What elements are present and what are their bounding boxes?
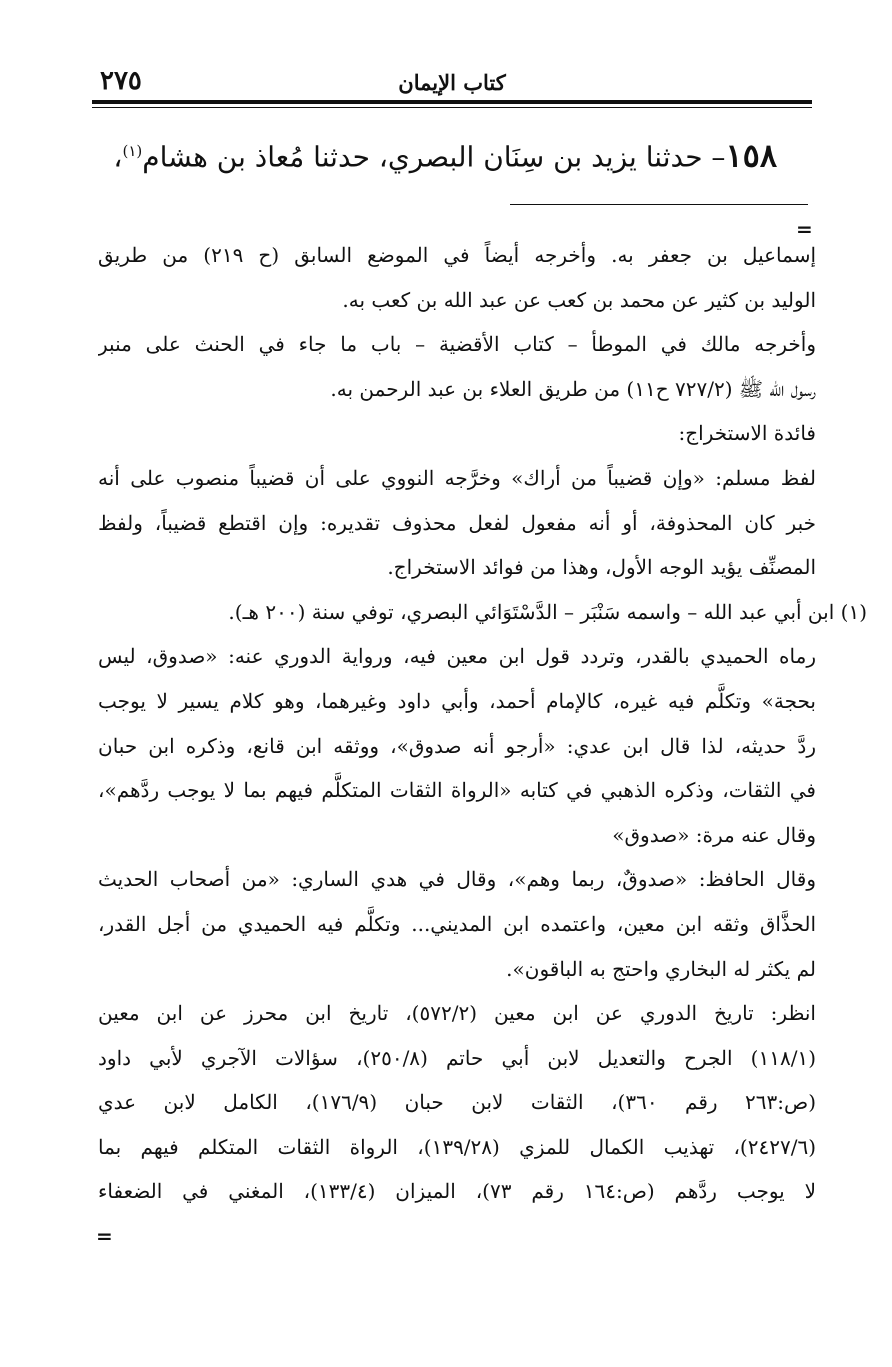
footnote-line: وأخرجه مالك في الموطأ – كتاب الأقضية – باب ما جاء في الحنث على منبر [98,332,816,357]
header-rule-thick [92,100,812,104]
footnote-line: (٢٤٢٧/٦)، تهذيب الكمال للمزي (١٣٩/٢٨)، الرواة الثقات المتكلم فيهم بما [98,1134,816,1159]
footnote-line: لم يكثر له البخاري واحتج به الباقون». [506,956,816,981]
hadith-number: ١٥٨ [725,136,777,175]
page-header [92,62,812,102]
footnote-line: رسول الله ﷺ (٧٢٧/٢ ح١١) من طريق العلاء بن عبد الرحمن به. [330,376,816,401]
footnote-line: (١١٨/١) الجرح والتعديل لابن أبي حاتم (٢٥٠/٨)، سؤالات الآجري لأبي داود [98,1045,816,1070]
footnote-line: انظر: تاريخ الدوري عن ابن معين (٥٧٢/٢)، تاريخ ابن محرز عن ابن معين [98,1001,816,1026]
hadith-text: – حدثنا يزيد بن سِنَان البصري، حدثنا مُعاذ بن هشام [142,140,726,174]
continuation-mark-bottom: = [96,1224,113,1248]
footnote-line: الحذَّاق وثقه ابن معين، واعتمده ابن المديني... وتكلَّم فيه الحميدي من أجل القدر، [98,911,816,936]
footnote-line-start: (١) ابن أبي عبد الله – واسمه سَنْبَر – الدَّسْتَوَائي البصري، توفي سنة (٢٠٠ هـ). [228,599,867,624]
running-title: كتاب الإيمان [398,70,506,95]
footnote-line: في الثقات، وذكره الذهبي في كتابه «الرواة الثقات المتكلَّم فيهم بما لا يوجب ردَّهم»، [98,778,816,803]
footnote-line: رماه الحميدي بالقدر، وتردد قول ابن معين فيه، ورواية الدوري عنه: «صدوق، ليس [98,644,816,669]
continuation-mark-top: = [796,217,813,241]
footnote-line: إسماعيل بن جعفر به. وأخرجه أيضاً في الموضع السابق (ح ٢١٩) من طريق [98,243,816,267]
footnote-line: وقال عنه مرة: «صدوق» [612,822,816,847]
footnote-line: فائدة الاستخراج: [678,421,816,446]
footnote-line: بحجة» وتكلَّم فيه غيره، كالإمام أحمد، وأبي داود وغيرهما، وهو كلام يسير لا يوجب [98,688,816,713]
footnote-separator [510,204,808,205]
hadith-trailing-mark: ، [113,140,123,174]
footnote-line: (ص:٢٦٣ رقم ٣٦٠)، الثقات لابن حبان (١٧٦/٩)، الكامل لابن عدي [98,1090,816,1115]
footnote-reference: (١) [122,142,143,160]
footnote-line: ردَّ حديثه، لذا قال ابن عدي: «أرجو أنه صدوق»، ووثقه ابن قانع، وذكره ابن حبان [98,733,816,758]
header-rule-thin [92,107,812,108]
footnote-line: المصنِّف يؤيد الوجه الأول، وهذا من فوائد الاستخراج. [387,555,816,580]
footnote-line: الوليد بن كثير عن محمد بن كعب عن عبد الله بن كعب به. [342,287,816,312]
hadith-line [40,128,777,180]
page-number: ٢٧٥ [100,66,142,96]
footnote-line: لا يوجب ردَّهم (ص:١٦٤ رقم ٧٣)، الميزان (١٣٣/٤)، المغني في الضعفاء [98,1179,816,1204]
footnote-line: لفظ مسلم: «وإن قضيباً من أراك» وخرَّجه النووي على أن قضيباً منصوب على أنه [98,465,816,490]
footnote-line: وقال الحافظ: «صدوقٌ، ربما وهم»، وقال في هدي الساري: «من أصحاب الحديث [98,867,816,892]
footnotes-block [98,233,867,1214]
footnote-line: خبر كان المحذوفة، أو أنه مفعول لفعل محذوف تقديره: وإن اقتطع قضيباً، ولفظ [98,510,816,535]
